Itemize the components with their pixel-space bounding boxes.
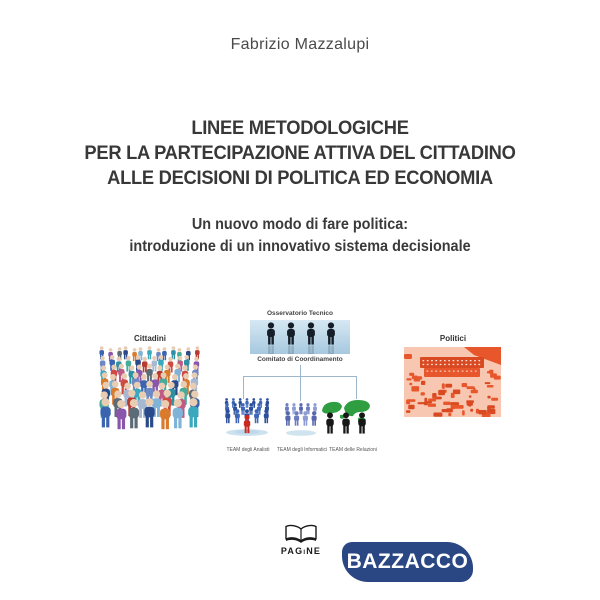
- observatory-silhouettes-image: [250, 320, 350, 354]
- team-relations-image: [320, 399, 372, 435]
- committee-label: Comitato di Coordinamento: [257, 356, 343, 363]
- book-title: [18, 116, 582, 191]
- title-line-1: LINEE METODOLOGICHE: [191, 117, 409, 139]
- title-line-3: ALLE DECISIONI DI POLITICA ED ECONOMIA: [107, 167, 493, 189]
- politicians-label: Politici: [439, 334, 467, 343]
- publisher-logo: [277, 524, 325, 556]
- citizens-crowd-image: [96, 346, 203, 432]
- org-connector-stub: [300, 365, 301, 376]
- subtitle-line-2: introduzione di un innovativo sistema decisionale: [129, 237, 471, 255]
- team-label-relations: TEAM delle Relazioni: [329, 447, 377, 453]
- publisher-name: PAGiNE: [280, 546, 322, 556]
- imprint-badge: [342, 542, 473, 582]
- team-it-image: [282, 402, 320, 436]
- subtitle-line-1: Un nuovo modo di fare politica:: [191, 216, 409, 233]
- org-connector-middle: [300, 376, 301, 401]
- team-analysts-image: [221, 398, 273, 436]
- observatory-box: [250, 320, 350, 354]
- book-subtitle: [21, 214, 579, 257]
- parliament-image: [404, 347, 501, 417]
- citizens-label: Cittadini: [134, 334, 166, 343]
- title-line-2: PER LA PARTECIPAZIONE ATTIVA DEL CITTADINO: [84, 142, 516, 164]
- team-label-analysts: TEAM degli Analisti: [226, 447, 270, 453]
- org-connector-right: [356, 376, 357, 399]
- author-name: Fabrizio Mazzalupi: [230, 36, 370, 53]
- observatory-label: Osservatorio Tecnico: [267, 310, 333, 317]
- team-label-it: TEAM degli Informatici: [276, 447, 328, 453]
- org-connector-left: [243, 376, 244, 399]
- imprint-name: BAZZACCO: [346, 550, 469, 573]
- open-book-icon: [284, 524, 318, 545]
